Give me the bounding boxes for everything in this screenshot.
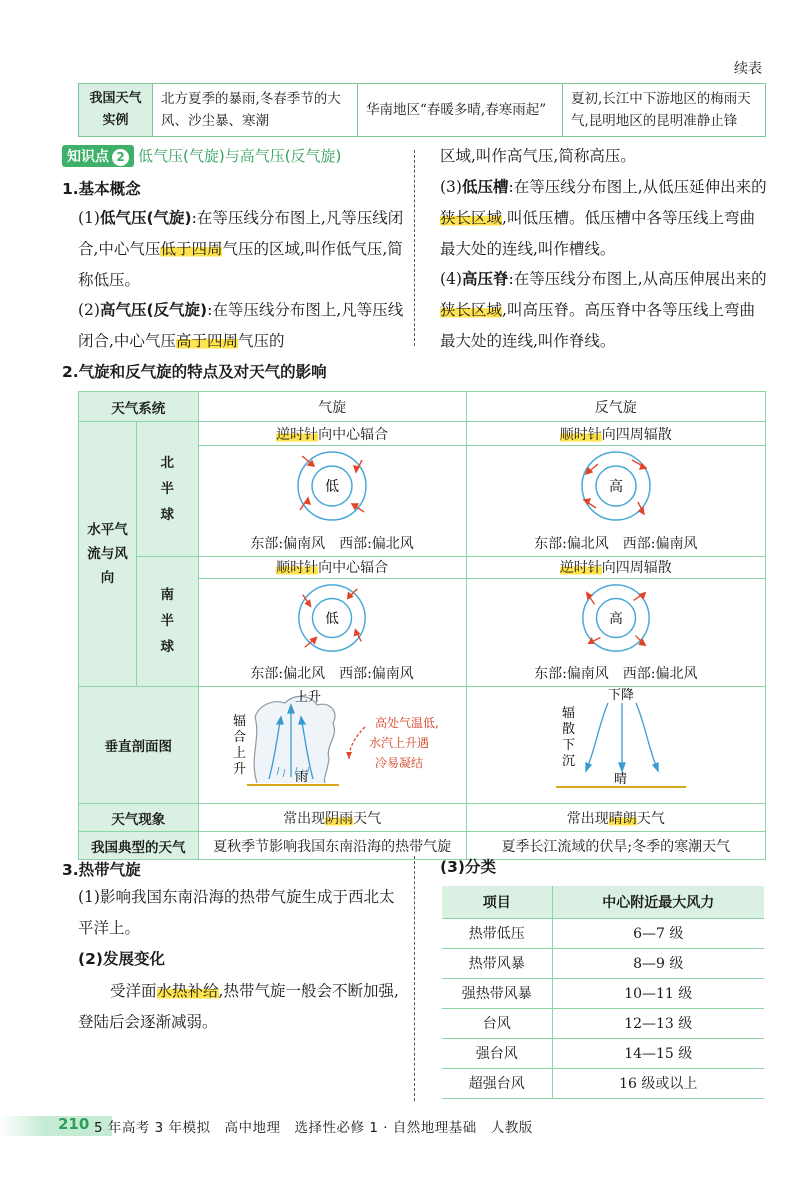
nh-anticyclone-wind: 东部:偏北风 西部:偏南风 — [466, 530, 765, 556]
tropical-cyclone-origin: (1)影响我国东南沿海的热带气旋生成于西北太平洋上。 — [78, 888, 395, 937]
weather-example-cell: 夏初,长江中下游地区的梅雨天气,昆明地区的昆明准静止锋 — [563, 84, 766, 137]
table-row: 强热带风暴 10—11 级 — [442, 978, 764, 1008]
concept-ridge: (4)高压脊:在等压线分布图上,从高压伸展出来的狭长区域,叫高压脊。高压脊中各等压线上弯曲最大处的连线,叫作脊线。 — [440, 270, 767, 350]
header-anticyclone: 反气旋 — [466, 392, 765, 422]
book-title: 5 年高考 3 年模拟 高中地理 选择性必修 1 · 自然地理基础 人教版 — [94, 1120, 533, 1136]
sh-anticyclone-direction: 逆时针向四周辐散 — [466, 556, 765, 578]
nh-cyclone-icon — [292, 446, 372, 526]
concept-low-pressure: (1)低气压(气旋):在等压线分布图上,凡等压线闭合,中心气压低于四周气压的区域,叫作低气压,简称低压。 — [78, 209, 404, 289]
sh-anticyclone-wind: 东部:偏南风 西部:偏北风 — [466, 661, 765, 687]
svg-text:辐: 辐 — [233, 714, 247, 729]
nh-cyclone-direction: 逆时针向中心辐合 — [198, 422, 466, 446]
table-row: 热带风暴 8—9 级 — [442, 948, 764, 978]
weather-example-cell: 北方夏季的暴雨,冬春季节的大风、沙尘暴、寒潮 — [153, 84, 358, 137]
table-row: 强台风 14—15 级 — [442, 1038, 764, 1068]
table-row: 热带低压 6—7 级 — [442, 918, 764, 948]
sh-anticyclone-center-label: 高 — [608, 610, 623, 627]
section3-title: 3.热带气旋 — [62, 861, 141, 879]
row-weather-phenomenon: 天气现象 — [79, 804, 199, 832]
anticyclone-vertical-diagram — [466, 687, 765, 804]
header-cyclone: 气旋 — [198, 392, 466, 422]
svg-text:沉: 沉 — [561, 754, 575, 769]
concept-trough: (3)低压槽:在等压线分布图上,从低压延伸出来的狭长区域,叫低压槽。低压槽中各等压线上弯曲最大处的连线,叫作槽线。 — [440, 178, 767, 258]
concept-high-pressure: (2)高气压(反气旋):在等压线分布图上,凡等压线闭合,中心气压高于四周气压的 — [78, 301, 404, 350]
sh-anticyclone-diagram — [466, 578, 765, 661]
row-north-hemisphere: 北半球 — [136, 422, 198, 557]
table-row: 超强台风 16 级或以上 — [442, 1068, 764, 1098]
svg-text:合: 合 — [233, 730, 247, 745]
concept-high-pressure-cont: 区域,叫作高气压,简称高压。 — [440, 147, 636, 165]
svg-text:散: 散 — [561, 722, 575, 737]
anticyclone-down-label: 下降 — [607, 688, 634, 703]
nh-anticyclone-direction: 顺时针向四周辐散 — [466, 422, 765, 446]
column-divider — [414, 856, 415, 1101]
tropical-cyclone-development-title: (2)发展变化 — [78, 950, 165, 968]
cyclone-comparison-table — [78, 391, 766, 860]
sh-cyclone-icon — [292, 579, 372, 657]
weather-example-header: 我国天气实例 — [79, 84, 153, 137]
cyclone-up-label: 上升 — [295, 690, 322, 705]
row-horizontal-flow: 水平气流与风向 — [79, 422, 137, 687]
svg-text:下: 下 — [561, 738, 575, 753]
anticyclone-side-label — [562, 706, 575, 769]
svg-text:辐: 辐 — [561, 706, 575, 721]
sh-cyclone-wind: 东部:偏北风 西部:偏南风 — [198, 661, 466, 687]
row-south-hemisphere: 南半球 — [136, 556, 198, 687]
section2-title: 2.气旋和反气旋的特点及对天气的影响 — [62, 363, 327, 381]
knowledge-point-tag: 知识点 2 — [62, 145, 134, 167]
cyclone-rain-label: 雨 — [295, 770, 309, 785]
anticyclone-vertical-icon — [516, 687, 716, 799]
sh-cyclone-center-label: 低 — [325, 610, 339, 627]
nh-anticyclone-diagram — [466, 446, 765, 531]
classification-title: (3)分类 — [440, 858, 496, 876]
tropical-cyclone-classification-table — [442, 886, 764, 1099]
cyclone-vertical-icon — [199, 687, 465, 799]
sh-cyclone-diagram — [198, 578, 466, 661]
cyclone-note-1: 高处气温低, — [375, 716, 439, 730]
section1-title: 1.基本概念 — [62, 180, 141, 198]
cyclone-side-label — [233, 714, 246, 777]
sh-cyclone-direction: 顺时针向中心辐合 — [198, 556, 466, 578]
svg-text:升: 升 — [233, 762, 247, 777]
cyclone-typical: 夏秋季节影响我国东南沿海的热带气旋 — [198, 832, 466, 860]
knowledge-point-title: 低气压(气旋)与高气压(反气旋) — [138, 147, 342, 165]
anticyclone-clear-label: 晴 — [613, 772, 627, 787]
anticyclone-weather: 常出现晴朗天气 — [466, 804, 765, 832]
cyclone-note-2: 水汽上升遇 — [369, 736, 430, 750]
knowledge-point-heading — [62, 145, 341, 167]
weather-example-cell: 华南地区“春暖多晴,春寒雨起” — [358, 84, 563, 137]
nh-anticyclone-icon — [576, 446, 656, 526]
row-typical-weather: 我国典型的天气 — [79, 832, 199, 860]
weather-example-table — [78, 83, 766, 137]
anticyclone-typical: 夏季长江流域的伏旱;冬季的寒潮天气 — [466, 832, 765, 860]
svg-text:上: 上 — [233, 746, 247, 761]
nh-anticyclone-center-label: 高 — [608, 479, 623, 495]
tropical-cyclone-development: 受洋面水热补给,热带气旋一般会不断加强,登陆后会逐渐减弱。 — [78, 982, 399, 1031]
continued-label: 续表 — [734, 61, 762, 77]
sh-anticyclone-icon — [576, 579, 656, 657]
cyclone-weather: 常出现阴雨天气 — [198, 804, 466, 832]
cyclone-vertical-diagram — [198, 687, 466, 804]
cyclone-note-3: 冷易凝结 — [375, 756, 424, 770]
nh-cyclone-wind: 东部:偏南风 西部:偏北风 — [198, 530, 466, 556]
class-header-item: 项目 — [442, 886, 552, 918]
header-weather-system: 天气系统 — [79, 392, 199, 422]
nh-cyclone-center-label: 低 — [325, 479, 340, 495]
row-vertical-section: 垂直剖面图 — [79, 687, 199, 804]
column-divider — [414, 150, 415, 346]
knowledge-point-number: 2 — [112, 149, 129, 166]
page-number: 210 — [58, 1115, 90, 1133]
table-row: 台风 12—13 级 — [442, 1008, 764, 1038]
class-header-wind: 中心附近最大风力 — [552, 886, 764, 918]
nh-cyclone-diagram — [198, 446, 466, 531]
